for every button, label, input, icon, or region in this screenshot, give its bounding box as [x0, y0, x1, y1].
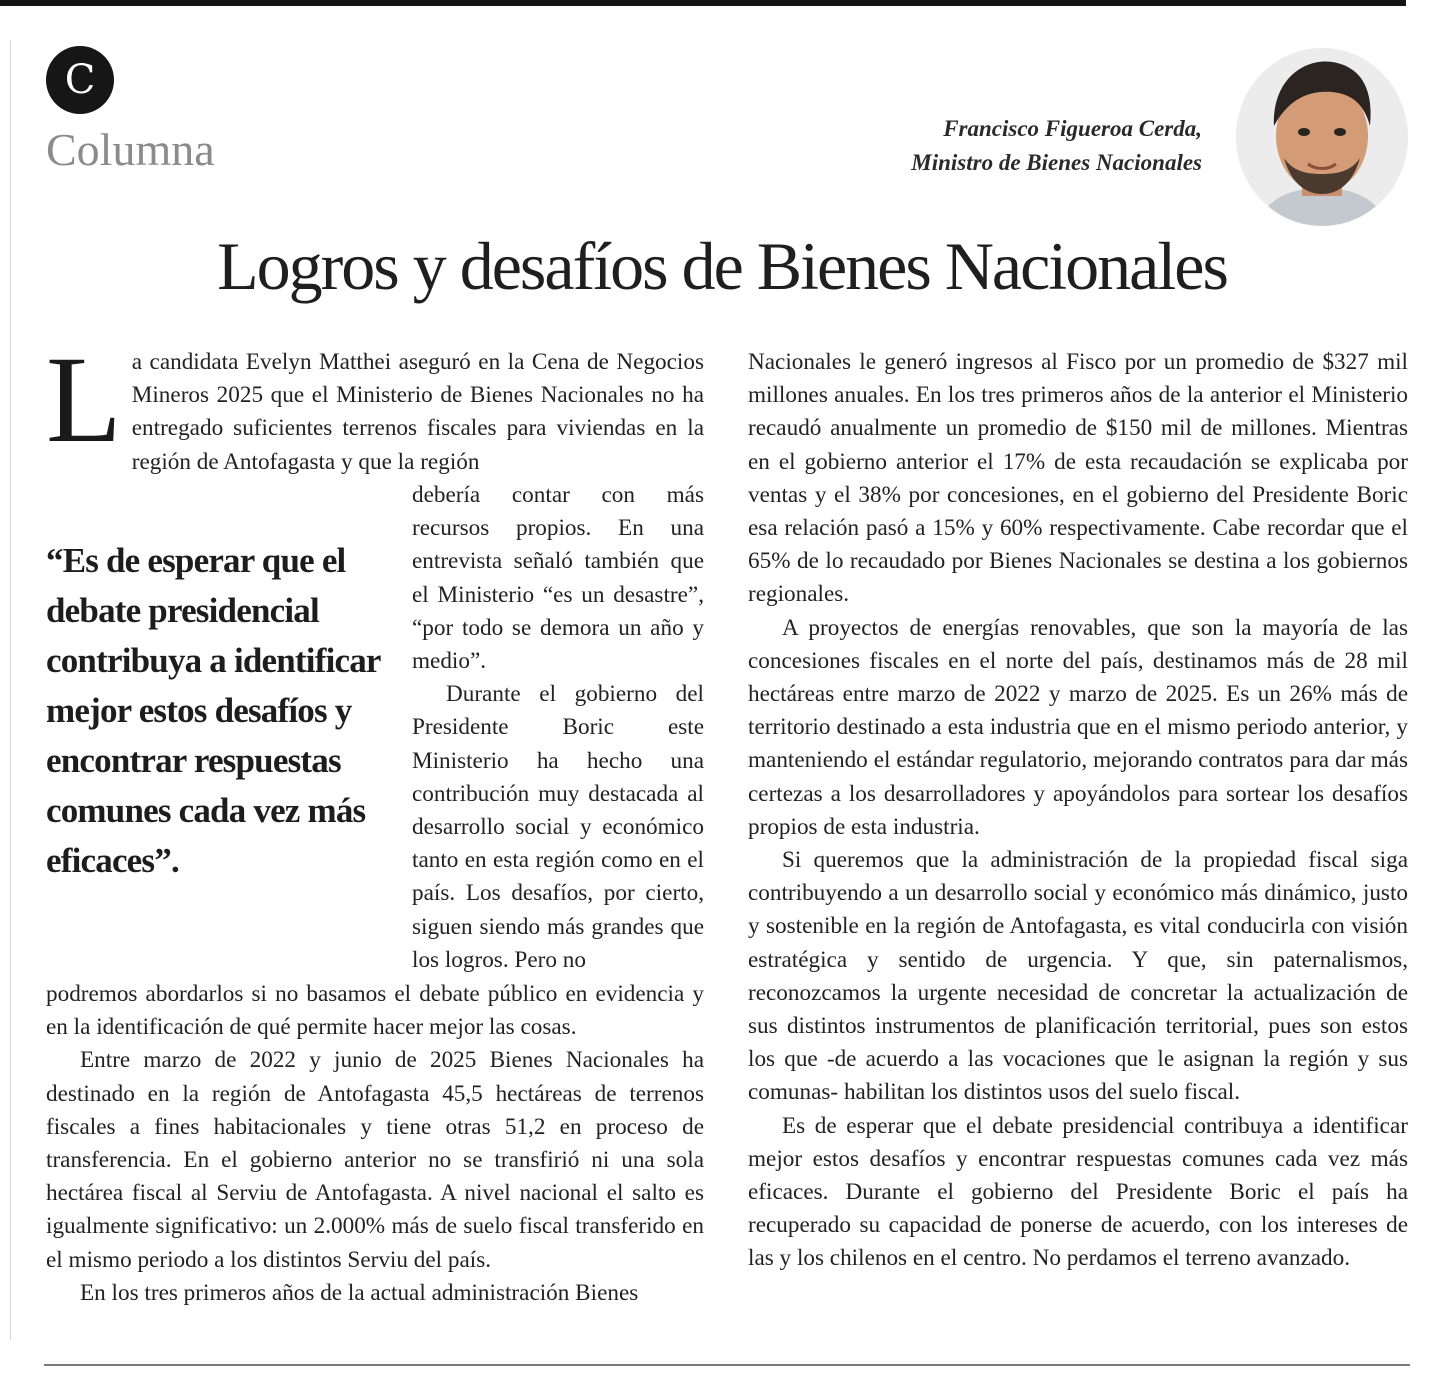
paragraph-wide-2: Entre marzo de 2022 y junio de 2025 Bienes Nacionales ha destinado en la región de Antofagasta 45,5 hectáreas de terrenos fiscales a fines habitacionales y tiene otras 51,2 en proceso de transferencia. En el gobierno anterior no se transfirió ni una sola hectárea fiscal al Serviu de Antofagasta. A nivel nacional el salto es igualmente significativo: un 2.000% más de suelo fiscal transferido en el mismo periodo a los distintos Serviu del país.: [46, 1047, 704, 1273]
article-column-2: [748, 346, 1408, 1276]
author-photo: [1236, 48, 1408, 226]
pull-quote: “Es de esperar que el debate presidencial contribuya a identificar mejor estos desafíos y encontrar respuestas comunes cada vez más eficaces”.: [46, 541, 381, 880]
paragraph-col2-2: A proyectos de energías renovables, que son la mayoría de las concesiones fiscales en el norte del país, destinamos más de 28 mil hectáreas entre marzo de 2022 y marzo de 2025. Es un 26% más de territorio destinado a esta industria que en el mismo periodo anterior, y manteniendo el estándar regulatorio, mejorando contratos para dar más certezas a los desarrolladores y apoyándolos para sortear los desafíos propios de esta industria.: [748, 614, 1408, 840]
paragraph-col2-3: Si queremos que la administración de la propiedad fiscal siga contribuyendo a un desarrollo social y económico más dinámico, justo y sostenible en la región de Antofagasta, es vital conducirla con visión estratégica y sentido de urgencia. Y que, sin paternalismos, reconozcamos la urgente necesidad de concretar la actualización de sus distintos instrumentos de planificación territorial, pues son estos los que -de acuerdo a las vocaciones que le asignan la región y sus comunas- habilitan los distintos usos del suelo fiscal.: [748, 847, 1408, 1106]
section-label: Columna: [46, 124, 215, 175]
article-column-1-narrow: [412, 479, 704, 977]
author-role: Ministro de Bienes Nacionales: [911, 150, 1202, 175]
lead-paragraph: a candidata Evelyn Matthei aseguró en la Cena de Negocios Mineros 2025 que el Ministerio de Bienes Nacionales no ha entregado suficientes terrenos fiscales para viviendas en la región de Antofagasta y que la región: [131, 349, 704, 475]
paragraph-narrow-1: debería contar con más recursos propios. En una entrevista señaló también que el Ministerio “es un desastre”, “por todo se demora un año y medio”.: [412, 482, 704, 675]
paragraph-wide-3: En los tres primeros años de la actual administración Bienes: [80, 1279, 639, 1306]
drop-cap: L: [46, 331, 122, 468]
paragraph-narrow-2: Durante el gobierno del Presidente Boric este Ministerio ha hecho una contribución muy destacada al desarrollo social y económico tanto en esta región como en el país. Los desafíos, por cierto, siguen siendo más grandes que los logros. Pero no: [412, 681, 704, 973]
paragraph-col2-1: Nacionales le generó ingresos al Fisco por un promedio de $327 mil millones anuales. En los tres primeros años de la anterior el Ministerio recaudó anualmente un promedio de $150 mil de millones. Mientras en el gobierno anterior el 17% de esta recaudación se explicaba por ventas y el 38% por concesiones, en el gobierno del Presidente Boric esa relación pasó a 15% y 60% respectivamente. Cabe recordar que el 65% de lo recaudado por Bienes Nacionales se destina a los gobiernos regionales.: [748, 349, 1408, 608]
paragraph-col2-4: Es de esperar que el debate presidencial contribuya a identificar mejor estos desafíos y encontrar respuestas comunes cada vez más eficaces. Durante el gobierno del Presidente Boric el país ha recuperado su capacidad de ponerse de acuerdo, con los intereses de las y los chilenos en el centro. No perdamos el terreno avanzado.: [748, 1112, 1408, 1272]
top-rule: [0, 0, 1406, 6]
headline: Logros y desafíos de Bienes Nacionales: [217, 228, 1227, 304]
author-name: Francisco Figueroa Cerda,: [943, 116, 1202, 141]
article-column-1-lead: [46, 331, 704, 479]
byline: [911, 112, 1202, 180]
bottom-rule: [44, 1364, 1410, 1366]
article-column-1-bottom: [46, 978, 704, 1310]
section-badge: C: [46, 46, 114, 114]
paragraph-wide-1: podremos abordarlos si no basamos el debate público en evidencia y en la identificación de qué permite hacer mejor las cosas.: [46, 981, 704, 1041]
pull-quote-block: [46, 536, 396, 886]
